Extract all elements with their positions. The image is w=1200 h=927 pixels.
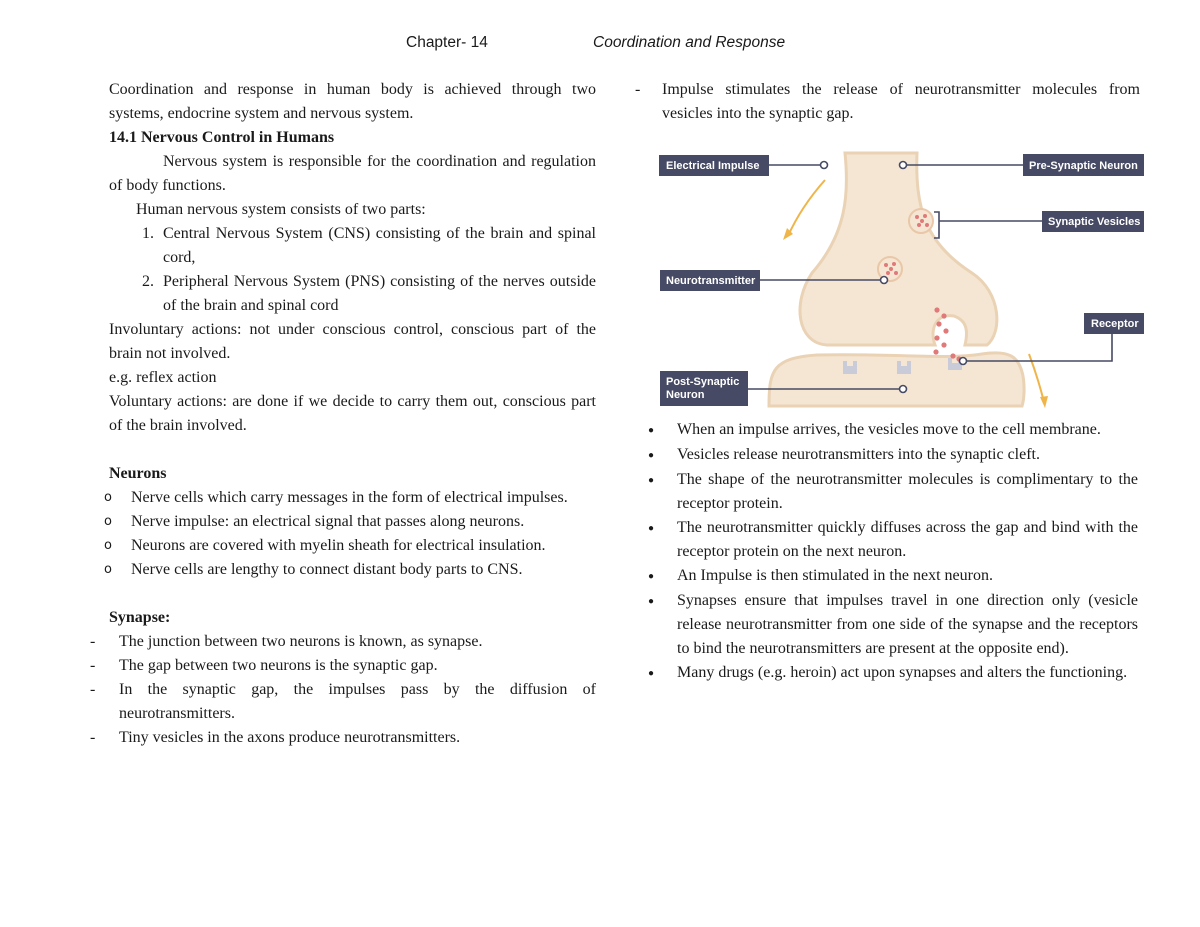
list-item-text: Central Nervous System (CNS) consisting of the brain and spinal cord,	[163, 225, 596, 266]
list-item-text: Vesicles release neurotransmitters into the synaptic cleft.	[677, 446, 1040, 463]
bullet-icon: ●	[648, 571, 655, 582]
list-item	[90, 726, 596, 750]
list-item-text: Neurons are covered with myelin sheath for electrical insulation.	[131, 537, 546, 554]
bullet-icon: ●	[648, 475, 655, 486]
svg-text:Post-Synaptic: Post-Synaptic	[666, 376, 740, 388]
right-bullet-list	[648, 418, 1138, 686]
svg-text:Electrical Impulse: Electrical Impulse	[666, 160, 760, 172]
label-synaptic-vesicles	[1042, 211, 1144, 232]
list-item	[648, 661, 1138, 686]
label-pre-synaptic-neuron	[1023, 154, 1144, 176]
list-item-text: Peripheral Nervous System (PNS) consisting of the nerves outside of the brain and spinal cord	[163, 273, 596, 314]
bullet-icon: ●	[648, 425, 655, 436]
list-item	[648, 516, 1138, 564]
chapter-label: Chapter- 14	[406, 34, 488, 51]
svg-text:Neurotransmitter: Neurotransmitter	[666, 275, 756, 287]
list-item-text: In the synaptic gap, the impulses pass by the diffusion of neurotransmitters.	[119, 681, 596, 722]
list-item	[104, 534, 596, 558]
list-item	[90, 678, 596, 726]
intro-paragraph: Coordination and response in human body is achieved through two systems, endocrine system and nervous system.	[109, 81, 596, 122]
bullet-icon: ●	[648, 523, 655, 534]
bullet-icon: ●	[648, 596, 655, 607]
parts-intro: Human nervous system consists of two parts:	[136, 201, 426, 218]
nervous-system-paragraph: Nervous system is responsible for the coordination and regulation of body functions.	[109, 153, 596, 194]
list-item	[90, 654, 596, 678]
synapse-heading: Synapse:	[109, 609, 171, 626]
list-item-text: An Impulse is then stimulated in the next neuron.	[677, 567, 993, 584]
list-item	[104, 558, 596, 582]
list-item	[109, 222, 596, 270]
synapse-diagram	[657, 148, 1147, 410]
list-item-text: The junction between two neurons is known, as synapse.	[119, 633, 483, 650]
label-post-synaptic-neuron	[660, 371, 748, 406]
list-item-text: Tiny vesicles in the axons produce neurotransmitters.	[119, 729, 461, 746]
list-item-text: Nerve cells which carry messages in the form of electrical impulses.	[131, 489, 568, 506]
svg-text:Receptor: Receptor	[1091, 318, 1139, 330]
circle-bullet-icon: o	[104, 538, 112, 553]
list-number: 2.	[142, 273, 154, 290]
svg-text:Neuron: Neuron	[666, 389, 705, 401]
list-item-text: Nerve cells are lengthy to connect distant body parts to CNS.	[131, 561, 523, 578]
list-item-text: The shape of the neurotransmitter molecules is complimentary to the receptor protein.	[677, 471, 1138, 512]
circle-bullet-icon: o	[104, 562, 112, 577]
dash-bullet-icon: -	[90, 633, 96, 650]
list-item	[90, 630, 596, 654]
label-receptor	[1084, 313, 1144, 334]
pre-synaptic-terminal	[800, 153, 997, 345]
list-item-text: The gap between two neurons is the synaptic gap.	[119, 657, 438, 674]
list-item-text: The neurotransmitter quickly diffuses across the gap and bind with the receptor protein on the next neuron.	[677, 519, 1138, 560]
list-item-text: Impulse stimulates the release of neurotransmitter molecules from vesicles into the synaptic gap.	[662, 81, 1140, 122]
list-item	[109, 270, 596, 318]
example-line: e.g. reflex action	[109, 369, 217, 386]
list-item-text: Many drugs (e.g. heroin) act upon synapses and alters the functioning.	[677, 664, 1128, 681]
svg-text:Pre-Synaptic Neuron: Pre-Synaptic Neuron	[1029, 160, 1138, 172]
bullet-icon: ●	[648, 668, 655, 679]
label-electrical-impulse	[659, 155, 769, 176]
list-number: 1.	[142, 225, 154, 242]
list-item	[635, 78, 1140, 126]
section-heading: 14.1 Nervous Control in Humans	[109, 129, 335, 146]
dash-bullet-icon: -	[90, 729, 96, 746]
dash-bullet-icon: -	[635, 81, 641, 98]
list-item	[648, 418, 1138, 443]
impulse-arrow-icon	[788, 180, 825, 236]
bullet-icon: ●	[648, 450, 655, 461]
svg-text:Synaptic Vesicles: Synaptic Vesicles	[1048, 216, 1141, 228]
list-item	[648, 564, 1138, 589]
circle-bullet-icon: o	[104, 490, 112, 505]
list-item	[648, 589, 1138, 661]
dash-bullet-icon: -	[90, 657, 96, 674]
neurons-heading: Neurons	[109, 465, 167, 482]
voluntary-paragraph: Voluntary actions: are done if we decide to carry them out, conscious part of the brain involved.	[109, 393, 596, 434]
list-item-text: Synapses ensure that impulses travel in one direction only (vesicle release neurotransmitter from one side of the synapse and the receptors to bind the neurotransmitters are present at the opposite end).	[677, 592, 1138, 657]
involuntary-paragraph: Involuntary actions: not under conscious control, conscious part of the brain not involved.	[109, 321, 596, 362]
right-top-item	[635, 78, 1140, 126]
label-neurotransmitter	[660, 270, 760, 291]
circle-bullet-icon: o	[104, 514, 112, 529]
chapter-title: Coordination and Response	[593, 34, 786, 51]
list-item	[648, 443, 1138, 468]
list-item	[104, 510, 596, 534]
list-item-text: When an impulse arrives, the vesicles move to the cell membrane.	[677, 421, 1101, 438]
left-column	[90, 78, 596, 750]
list-item	[648, 468, 1138, 516]
list-item	[104, 486, 596, 510]
dash-bullet-icon: -	[90, 681, 96, 698]
list-item-text: Nerve impulse: an electrical signal that passes along neurons.	[131, 513, 525, 530]
